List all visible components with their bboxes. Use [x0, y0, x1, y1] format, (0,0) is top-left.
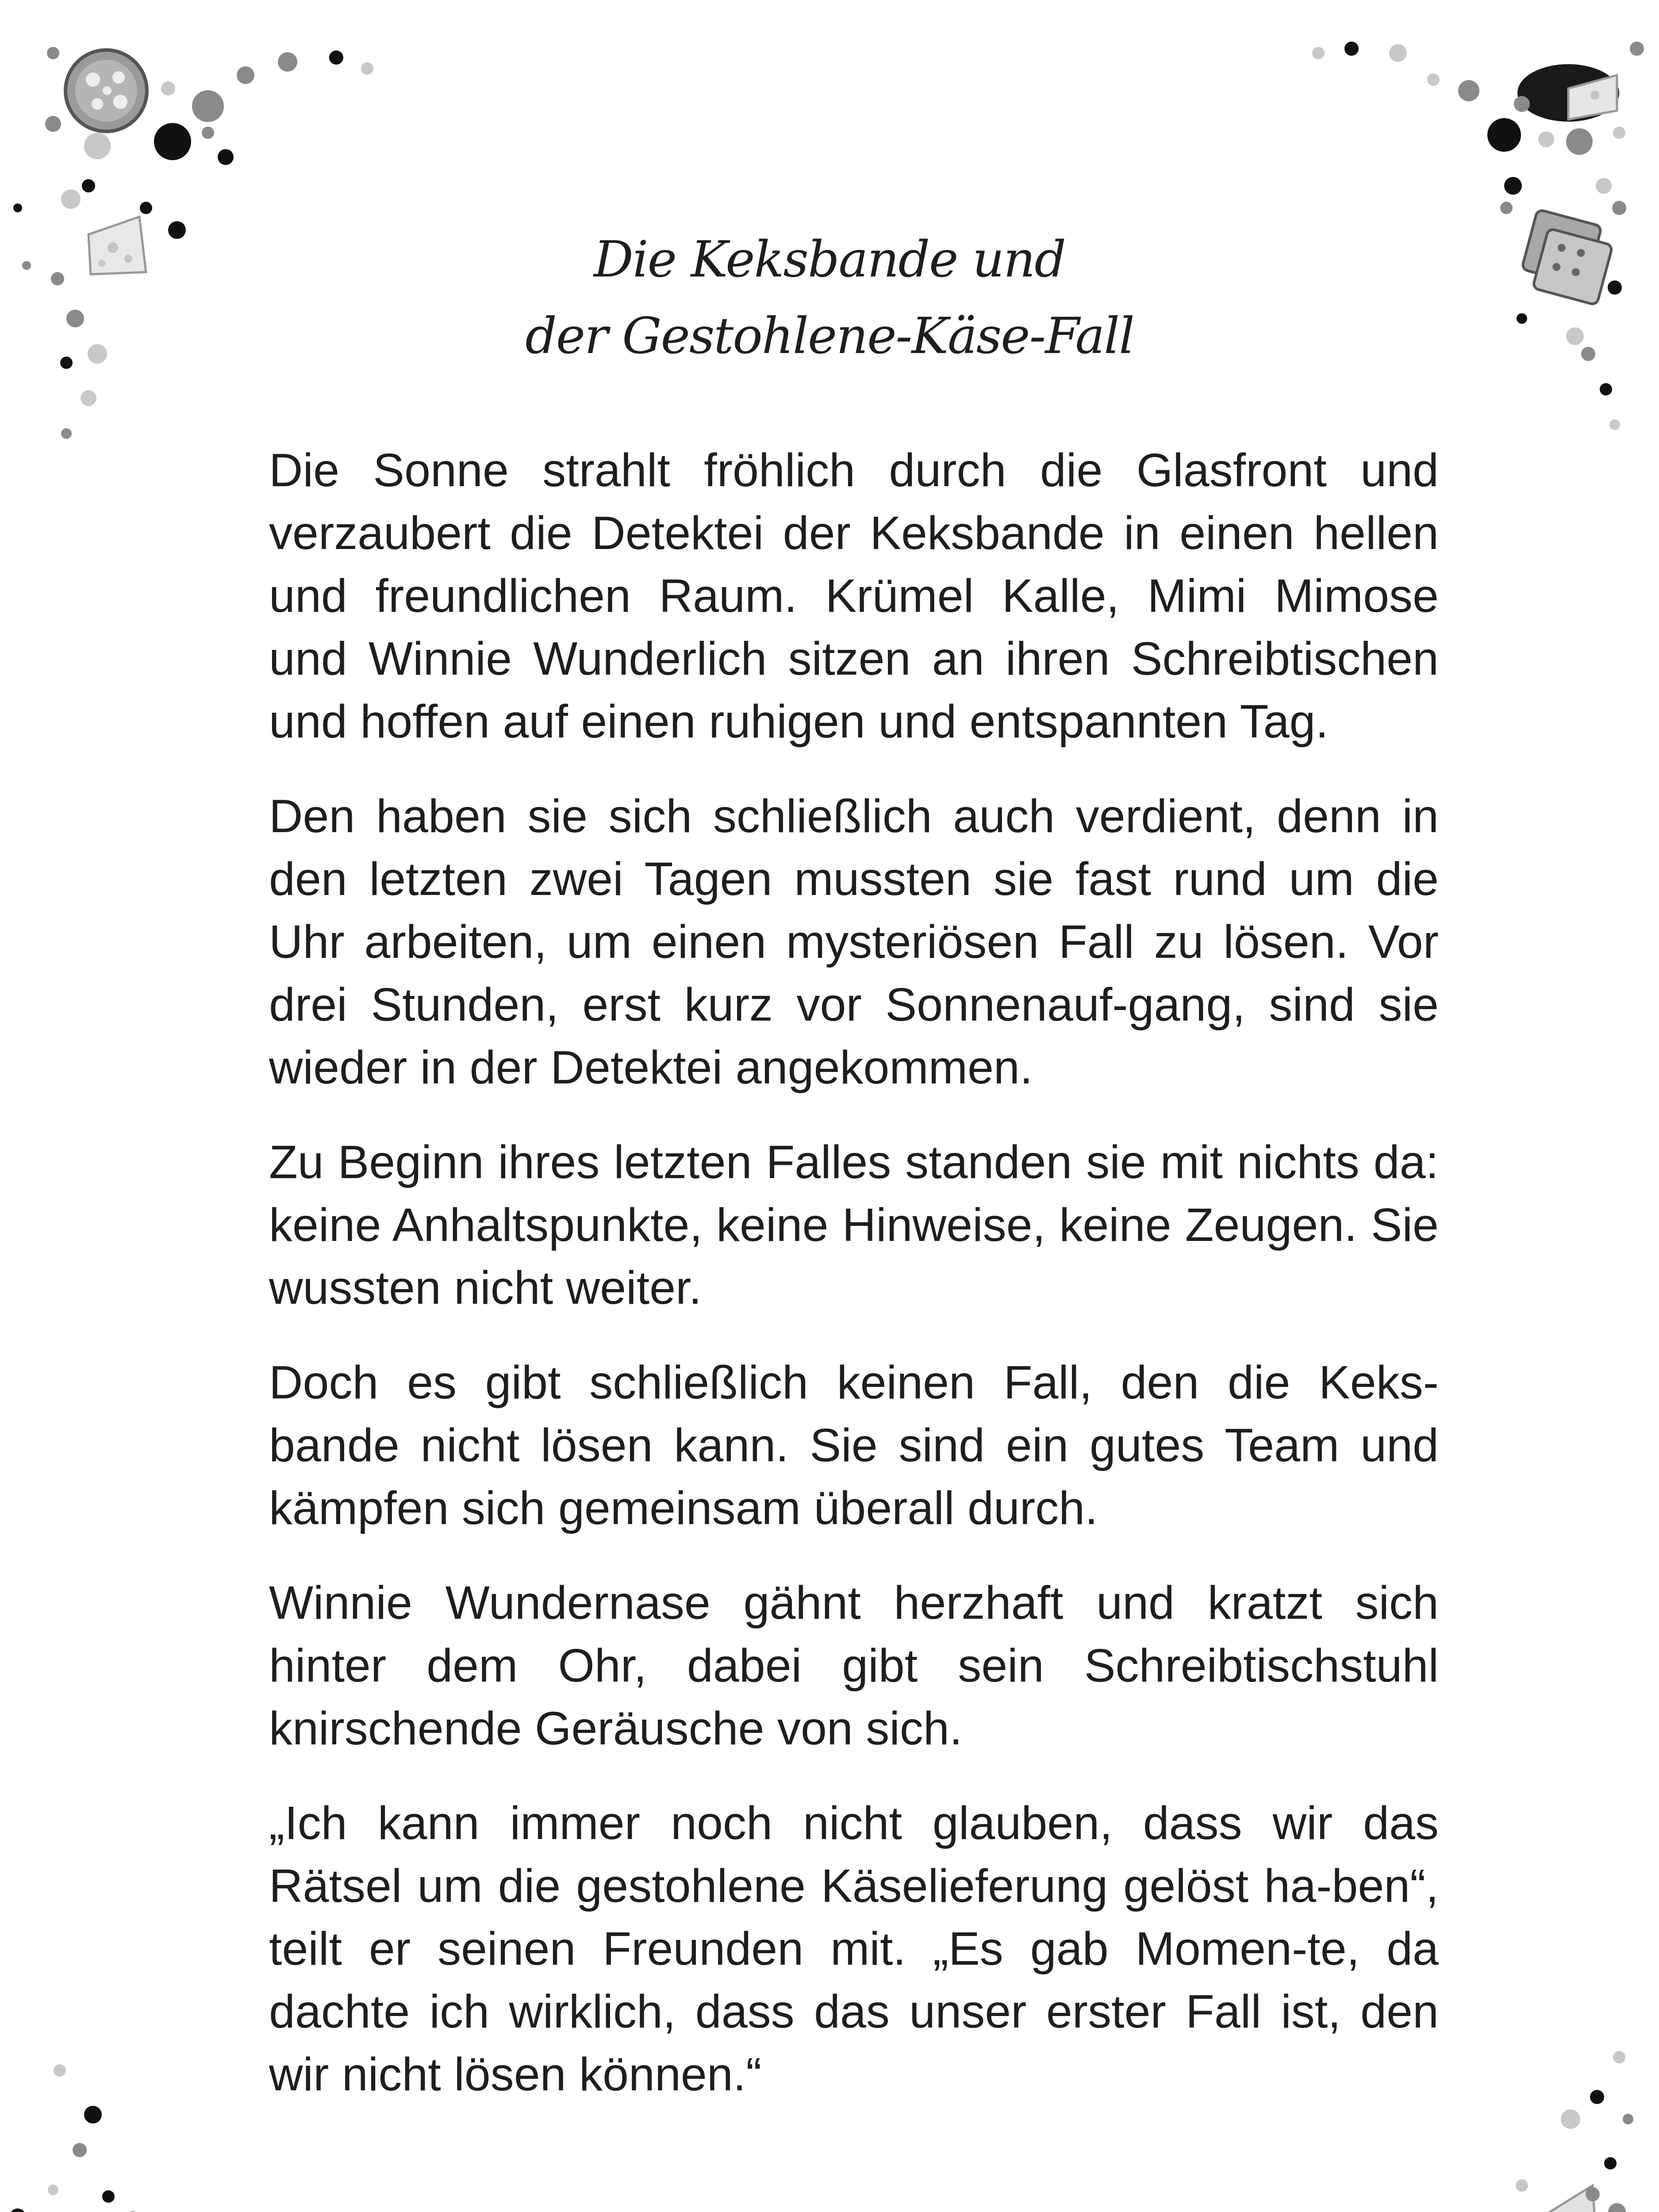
- confetti-dot: [1608, 2203, 1626, 2212]
- confetti-dot: [1458, 80, 1479, 101]
- paragraph: „Ich kann immer noch nicht glauben, dass wir das Rätsel um die gestohlene Käselieferung gelöst ha-ben“, teilt er seinen Freunden mit. „Es gab Momen-te, da dachte ich wirklich, dass das unser erster Fall ist, den wir nicht lösen können.“: [269, 1797, 1439, 2101]
- confetti-dot: [84, 2106, 102, 2124]
- confetti-dot: [1590, 2090, 1604, 2104]
- confetti-dot: [218, 149, 234, 165]
- body-text: [269, 439, 1439, 2138]
- confetti-dot: [278, 52, 297, 72]
- confetti-dot: [1609, 419, 1620, 430]
- confetti-dot: [1604, 2157, 1617, 2170]
- confetti-dot: [102, 2190, 115, 2203]
- chapter-title-line-1: Die Keksbande und: [594, 231, 1065, 288]
- confetti-dot: [47, 47, 59, 59]
- paragraph: Zu Beginn ihres letzten Falles standen sie mit nichts da: keine Anhaltspunkte, keine Hinweise, keine Zeugen. Sie wussten nicht weiter.: [269, 1136, 1439, 1314]
- confetti-dot: [1389, 44, 1407, 62]
- chapter-title-line-2: der Gestohlene-Käse-Fall: [525, 307, 1134, 365]
- confetti-dot: [13, 204, 22, 212]
- confetti-dot: [1487, 118, 1521, 152]
- confetti-dot: [140, 202, 152, 214]
- confetti-dot: [361, 62, 373, 75]
- confetti-dot: [1623, 2114, 1633, 2124]
- cookie-icon: [65, 50, 147, 131]
- confetti-dot: [1600, 383, 1612, 396]
- confetti-dot: [237, 66, 254, 84]
- paragraph: Doch es gibt schließlich keinen Fall, den die Keks-bande nicht lösen kann. Sie sind ein gutes Team und kämpfen sich gemeinsam überall durch.: [269, 1356, 1439, 1534]
- confetti-dot: [1514, 96, 1530, 112]
- confetti-dot: [1538, 131, 1554, 147]
- confetti-dot: [1516, 2179, 1528, 2192]
- confetti-dot: [1561, 2109, 1580, 2129]
- confetti-dot: [1504, 177, 1522, 195]
- confetti-dot: [1586, 2187, 1600, 2201]
- confetti-dot: [1500, 202, 1513, 214]
- confetti-dot: [1344, 42, 1359, 56]
- confetti-dot: [1427, 73, 1440, 86]
- confetti-dot: [1566, 128, 1593, 155]
- paragraph: Winnie Wundernase gähnt herzhaft und kratzt sich hinter dem Ohr, dabei gibt sein Schreibtischstuhl knirschende Geräusche von sich.: [269, 1577, 1439, 1755]
- confetti-dot: [73, 2143, 87, 2157]
- confetti-dot: [61, 428, 72, 439]
- confetti-dot: [1612, 201, 1626, 215]
- confetti-dot: [1613, 127, 1625, 139]
- confetti-dot: [202, 127, 214, 139]
- confetti-dot: [192, 90, 224, 122]
- confetti-dot: [1630, 42, 1644, 56]
- confetti-dot: [10, 2208, 26, 2212]
- confetti-dot: [82, 179, 95, 192]
- paragraph: Die Sonne strahlt fröhlich durch die Glasfront und verzaubert die Detektei der Keksbande in einen hellen und freundlichen Raum. Krümel Kalle, Mimi Mimose und Winnie Wunderlich sitzen an ihren Schreibtischen und hoffen auf einen ruhigen und entspannten Tag.: [269, 444, 1439, 748]
- confetti-dot: [161, 81, 175, 96]
- confetti-dot: [1312, 47, 1325, 59]
- confetti-dot: [48, 2185, 58, 2195]
- confetti-dot: [61, 189, 81, 209]
- cheese-wedge-icon: [1500, 2185, 1597, 2212]
- confetti-dot: [329, 50, 343, 65]
- confetti-dot: [45, 116, 61, 132]
- confetti-dot: [54, 2064, 66, 2077]
- confetti-dot: [1613, 2051, 1625, 2063]
- confetti-dot: [84, 133, 111, 159]
- paragraph: Den haben sie sich schließlich auch verdient, denn in den letzten zwei Tagen mussten sie fast rund um die Uhr arbeiten, um einen mysteriösen Fall zu lösen. Vor drei Stunden, erst kurz vor Sonnenauf-gang, sind sie wieder in der Detektei angekommen.: [269, 790, 1439, 1094]
- cheese-wheel-icon: [1517, 64, 1619, 122]
- confetti-dot: [81, 390, 96, 406]
- confetti-dot: [1596, 178, 1612, 194]
- confetti-dot: [154, 123, 191, 160]
